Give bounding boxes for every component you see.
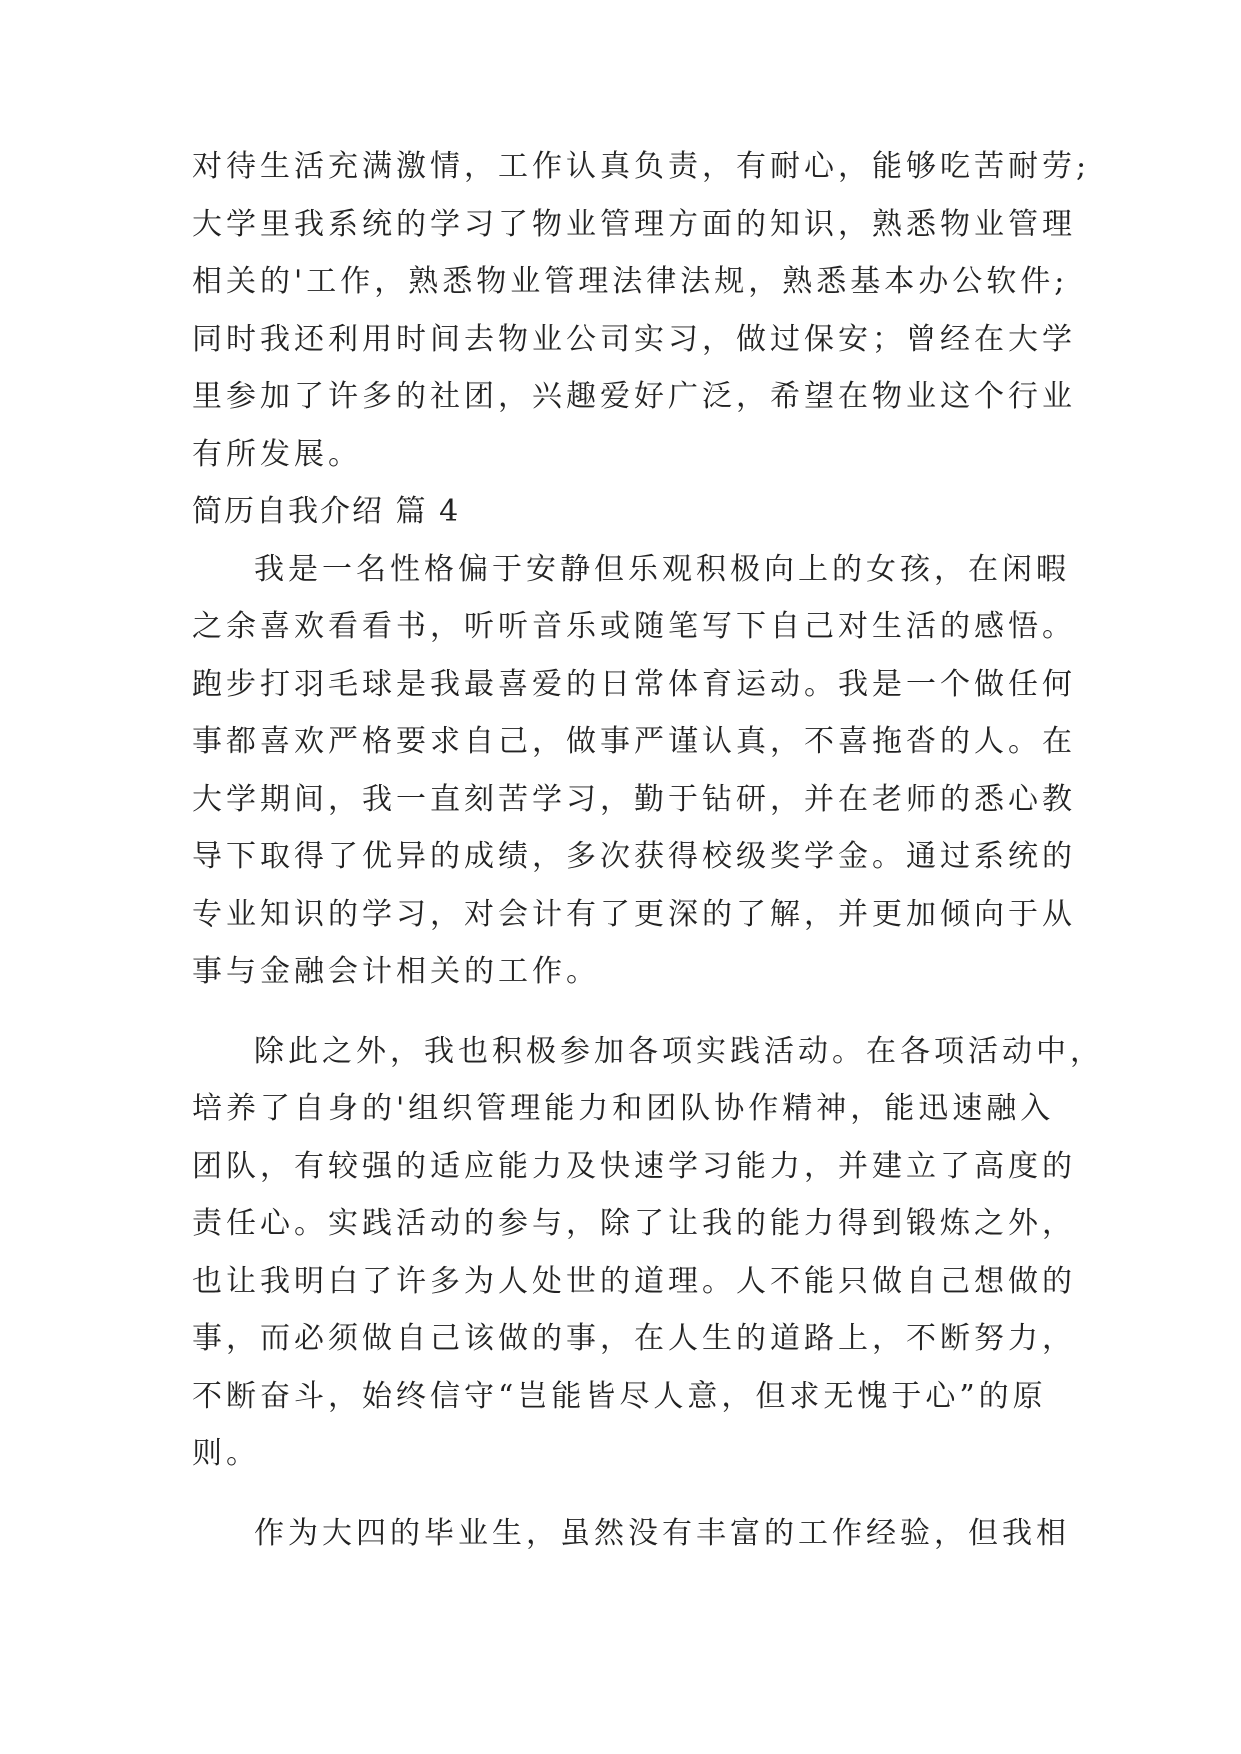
paragraph-1-line: 同时我还利用时间去物业公司实习，做过保安；曾经在大学 [192,322,1076,357]
paragraph-3-line: 责任心。实践活动的参与，除了让我的能力得到锻炼之外， [192,1206,1076,1241]
paragraph-3-line: 则。 [192,1436,260,1471]
paragraph-2-line: 导下取得了优异的成绩，多次获得校级奖学金。通过系统的 [192,839,1076,874]
paragraph-3-line: 培养了自身的'组织管理能力和团队协作精神，能迅速融入 [192,1091,1055,1126]
paragraph-2-line: 事与金融会计相关的工作。 [192,954,600,989]
paragraph-3-line: 也让我明白了许多为人处世的道理。人不能只做自己想做的 [192,1264,1076,1299]
section-heading: 简历自我介绍 篇 4 [192,494,461,529]
paragraph-2-line: 事都喜欢严格要求自己，做事严谨认真，不喜拖沓的人。在 [192,724,1076,759]
paragraph-2-line: 大学期间，我一直刻苦学习，勤于钻研，并在老师的悉心教 [192,782,1076,817]
paragraph-1-line: 相关的'工作，熟悉物业管理法律法规，熟悉基本办公软件; [192,264,1069,299]
paragraph-3-line: 除此之外，我也积极参加各项实践活动。在各项活动中， [254,1034,1104,1069]
paragraph-4-line: 作为大四的毕业生，虽然没有丰富的工作经验，但我相 [254,1516,1070,1551]
paragraph-2-line: 之余喜欢看看书，听听音乐或随笔写下自己对生活的感悟。 [192,609,1076,644]
paragraph-2-line: 专业知识的学习，对会计有了更深的了解，并更加倾向于从 [192,897,1076,932]
paragraph-2-line: 跑步打羽毛球是我最喜爱的日常体育运动。我是一个做任何 [192,667,1076,702]
paragraph-3-line: 事，而必须做自己该做的事，在人生的道路上，不断努力， [192,1321,1076,1356]
paragraph-3-line: 不断奋斗，始终信守“岂能皆尽人意，但求无愧于心”的原 [192,1379,1047,1414]
paragraph-2-line: 我是一名性格偏于安静但乐观积极向上的女孩，在闲暇 [254,552,1070,587]
paragraph-1-line: 有所发展。 [192,437,362,472]
paragraph-1-line: 大学里我系统的学习了物业管理方面的知识，熟悉物业管理 [192,207,1076,242]
paragraph-1-line: 里参加了许多的社团，兴趣爱好广泛，希望在物业这个行业 [192,379,1076,414]
paragraph-1-line: 对待生活充满激情，工作认真负责，有耐心，能够吃苦耐劳; [192,149,1091,184]
paragraph-3-line: 团队，有较强的适应能力及快速学习能力，并建立了高度的 [192,1149,1076,1184]
